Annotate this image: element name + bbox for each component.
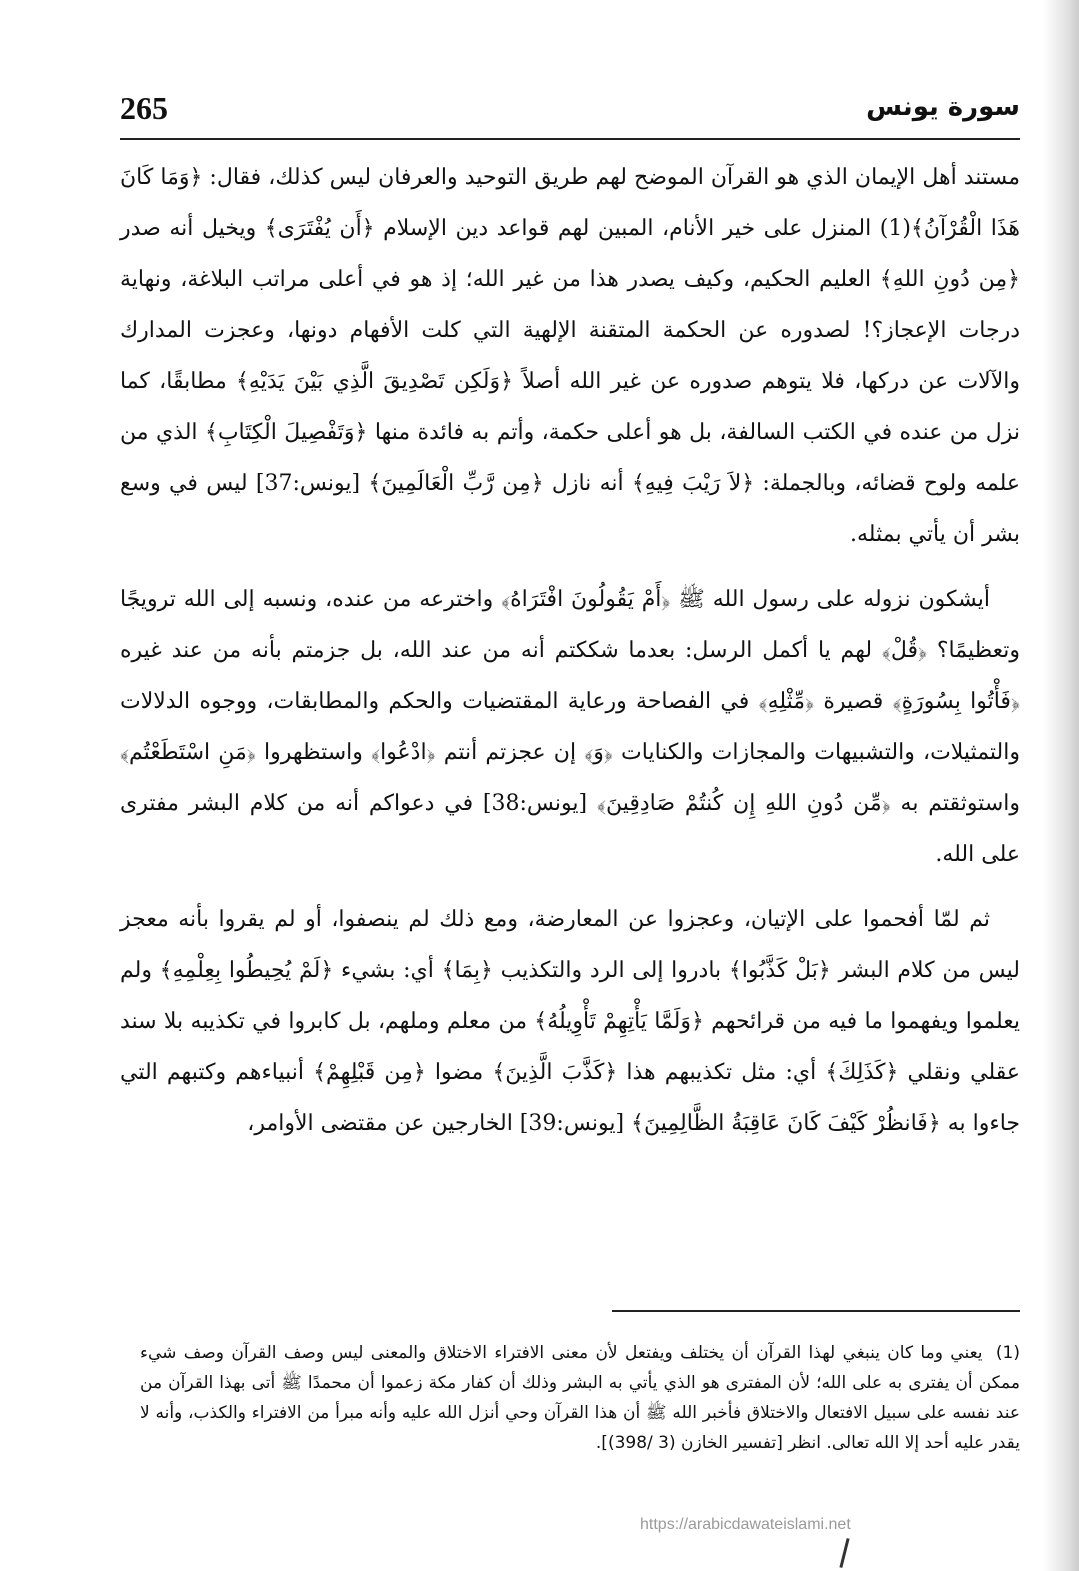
paragraph-2: أيشكون نزوله على رسول الله ﷺ ﴿أَمْ يَقُولُونَ افْتَرَاهُ﴾ واخترعه من عنده، ونسبه إلى الله ترويجًا وتعظيمًا؟ ﴿قُلْ﴾ لهم يا أكمل الرسل: بعدما شككتم أنه من عند الله، بل جزمتم بأنه من عند غيره ﴿فَأْتُوا بِسُورَةٍ﴾ قصيرة ﴿مِّثْلِهِ﴾ في الفصاحة ورعاية المقتضيات والحكم والمطابقات، ووجوه الدلالات والتمثيلات، والتشبيهات والمجازات والكنايات ﴿وَ﴾ إن عجزتم أنتم ﴿ادْعُوا﴾ واستظهروا ﴿مَنِ اسْتَطَعْتُم﴾ واستوثقتم به ﴿مِّن دُونِ اللهِ إِن كُنتُمْ صَادِقِينَ﴾ [يونس:38] في دعواكم أنه من كلام البشر مفترى على الله. [120,587,1020,867]
page-number: 265 [120,90,168,126]
paragraph-1: مستند أهل الإيمان الذي هو القرآن الموضح لهم طريق التوحيد والعرفان ليس كذلك، فقال: ﴿وَمَا كَانَ هَذَا الْقُرْآنُ﴾(1) المنزل على خير الأنام، المبين لهم قواعد دين الإسلام ﴿أَن يُفْتَرَى﴾ ويخيل أنه صدر ﴿مِن دُونِ اللهِ﴾ العليم الحكيم، وكيف يصدر هذا من غير الله؛ إذ هو في أعلى مراتب البلاغة، ونهاية درجات الإعجاز؟! لصدوره عن الحكمة المتقنة الإلهية التي كلت الأفهام دونها، وعجزت المدارك والآلات عن دركها، فلا يتوهم صدوره عن غير الله أصلاً ﴿وَلَكِن تَصْدِيقَ الَّذِي بَيْنَ يَدَيْهِ﴾ مطابقًا، كما نزل من عنده في الكتب السالفة، بل هو أعلى حكمة، وأتم به فائدة منها ﴿وَتَفْصِيلَ الْكِتَابِ﴾ الذي من علمه ولوح قضائه، وبالجملة: ﴿لاَ رَيْبَ فِيهِ﴾ أنه نازل ﴿مِن رَّبِّ الْعَالَمِينَ﴾ [يونس:37] ليس في وسع بشر أن يأتي بمثله. [120,165,1020,547]
footnote-divider [612,1310,1020,1312]
surah-title: سورة يونس [866,92,1020,122]
footnote-1 [140,1338,1020,1458]
pen-mark [839,1538,849,1568]
footnotes [140,1338,1020,1458]
header-divider [120,138,1020,140]
footnote-number: (1) [995,1343,1021,1363]
scan-edge-shadow [1043,0,1079,1571]
paragraph-3: ثم لمّا أفحموا على الإتيان، وعجزوا عن المعارضة، ومع ذلك لم ينصفوا، أو لم يقروا بأنه معجز ليس من كلام البشر ﴿بَلْ كَذَّبُوا﴾ بادروا إلى الرد والتكذيب ﴿بِمَا﴾ أي: بشيء ﴿لَمْ يُحِيطُوا بِعِلْمِهِ﴾ ولم يعلموا ويفهموا ما فيه من قرائحهم ﴿وَلَمَّا يَأْتِهِمْ تَأْوِيلُهُ﴾ من معلم وملهم، بل كابروا في تكذيبه بلا سند عقلي ونقلي ﴿كَذَلِكَ﴾ أي: مثل تكذيبهم هذا ﴿كَذَّبَ الَّذِينَ﴾ مضوا ﴿مِن قَبْلِهِمْ﴾ أنبياءهم وكتبهم التي جاءوا به ﴿فَانظُرْ كَيْفَ كَانَ عَاقِبَةُ الظَّالِمِينَ﴾ [يونس:39] الخارجين عن مقتضى الأوامر، [120,907,1020,1136]
footnote-text: يعني وما كان ينبغي لهذا القرآن أن يختلف ويفتعل لأن معنى الافتراء الاختلاق والمعنى ليس وصف القرآن وصف شيء ممكن أن يفترى به على الله؛ لأن المفترى هو الذي يأتي به البشر وذلك أن كفار مكة زعموا أن محمدًا ﷺ أتى بهذا القرآن من عند نفسه على سبيل الافتعال والاختلاق فأخبر الله ﷺ أن هذا القرآن وحي أنزل الله عليه وأنه مبرأ من الافتراء والكذب، وأنه لا يقدر عليه أحد إلا الله تعالى. انظر [تفسير الخازن (3 /398)]. [140,1343,1020,1453]
watermark: https://arabicdawateislami.net [640,1516,851,1533]
main-text [120,152,1020,1149]
page-header [120,88,1020,134]
